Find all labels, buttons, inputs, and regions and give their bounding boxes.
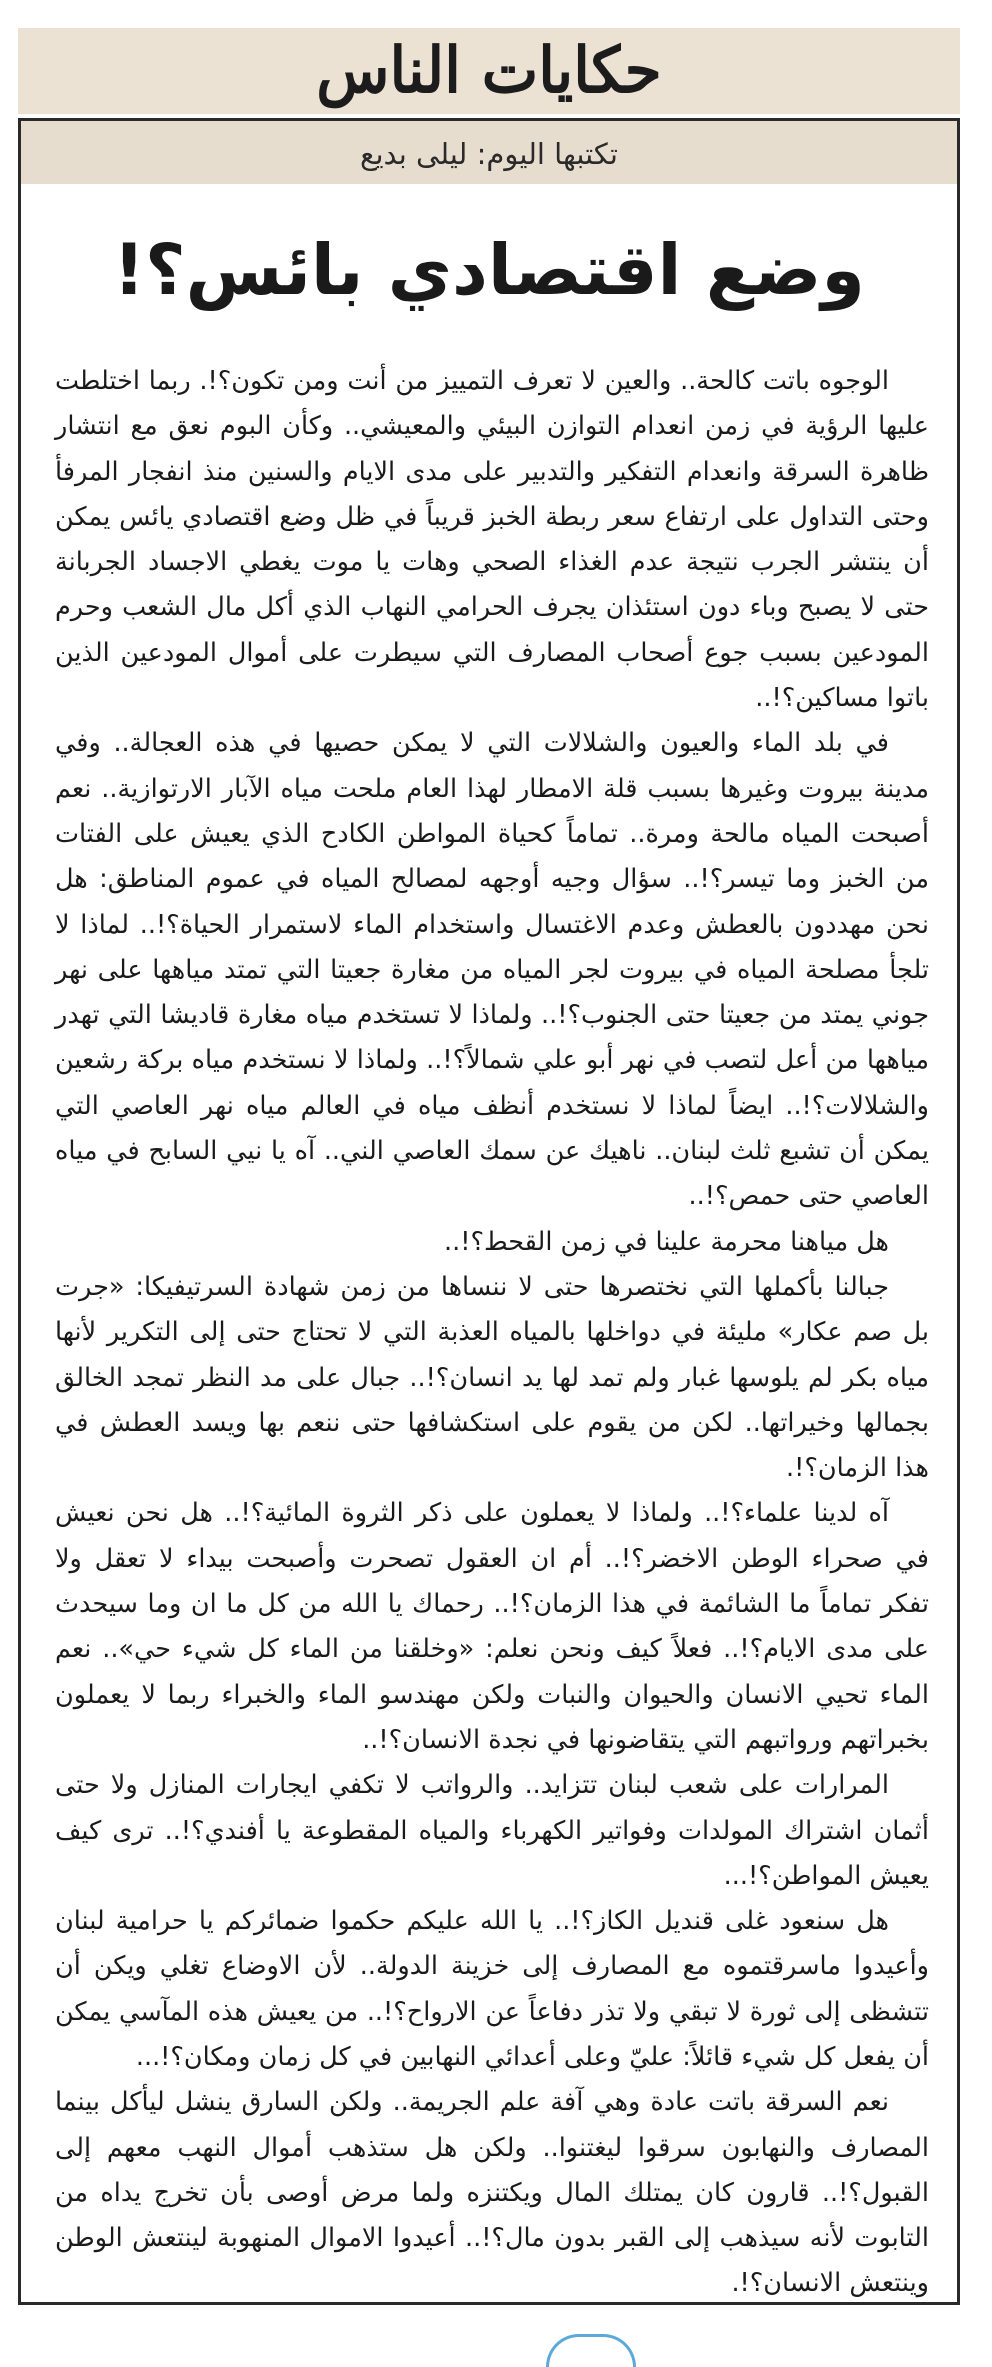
article-paragraph: آه لدينا علماء؟!.. ولماذا لا يعملون على ذكر الثروة المائية؟!.. هل نحن نعيش في صحراء الوطن الاخضر؟!.. أم ان العقول تصحرت وأصبحت بيداء لا تعقل ولا تفكر تماماً ما الشائمة في هذا الزمان؟!.. رحماك يا الله من كل ما ان وما سيحدث على مدى الايام؟!.. فعلاً كيف ونحن نعلم: «وخلقنا من الماء كل شيء حي».. نعم الماء تحيي الانسان والحيوان والنبات ولكن مهندسو الماء والخبراء ربما لا يعملون بخبراتهم ورواتبهم التي يتقاضونها في نجدة الانسان؟!.. — [55, 1498, 929, 1755]
article-paragraph: نعم السرقة باتت عادة وهي آفة علم الجريمة.. ولكن السارق ينشل ليأكل بينما المصارف والنهابون سرقوا ليغتنوا.. ولكن هل ستذهب أموال النهب معهم إلى القبول؟!.. قارون كان يمتلك المال ويكتنزه ولما مرض أوصى بأن تخرج يداه من التابوت لأنه سيذهب إلى القبر بدون مال؟!.. أعيدوا الاموال المنهوبة لينتعش الوطن وينتعش الانسان؟!. — [55, 2087, 929, 2299]
article-paragraph: المرارات على شعب لبنان تتزايد.. والرواتب لا تكفي ايجارات المنازل ولا حتى أثمان اشتراك المولدات وفواتير الكهرباء والمياه المقطوعة يا أفندي؟!.. ترى كيف يعيش المواطن؟!... — [55, 1770, 929, 1891]
article-body — [55, 359, 929, 2307]
article-paragraph: هل سنعود غلى قنديل الكاز؟!.. يا الله عليكم حكموا ضمائركم يا حرامية لبنان وأعيدوا ماسرقتموه مع المصارف إلى خزينة الدولة.. لأن الاوضاع تغلي ويكن أن تتشظى إلى ثورة لا تبقي ولا تذر دفاعاً عن الارواح؟!.. من يعيش هذه المآسي يمكن أن يفعل كل شيء قائلاً: عليّ وعلى أعدائي النهابين في كل زمان ومكان؟!... — [55, 1906, 929, 2072]
byline-bar — [18, 118, 960, 190]
article-paragraph: جبالنا بأكملها التي نختصرها حتى لا ننساها من زمن شهادة السرتيفيكا: «جرت بل صم عكار» مليئة في دواخلها بالمياه العذبة التي لا تحتاج حتى إلى التكرير لأنها مياه بكر لم يلوسها غبار ولم تمد لها يد انسان؟!.. جبال على مد النظر تمجد الخالق بجمالها وخيراتها.. لكن من يقوم على استكشافها حتى ننعم بها ويسد العطش في هذا الزمان؟!. — [55, 1271, 929, 1484]
article-paragraph: في بلد الماء والعيون والشلالات التي لا يمكن حصيها في هذه العجالة.. وفي مدينة بيروت وغيرها بسبب قلة الامطار لهذا العام ملحت مياه الآبار الارتوازية.. نعم أصبحت المياه مالحة ومرة.. تماماً كحياة المواطن الكادح الذي يعيش على الفتات من الخبز وما تيسر؟!.. سؤال وجيه أوجهه لمصالح المياه في عموم المناطق: هل نحن مهددون بالعطش وعدم الاغتسال واستخدام الماء لاستمرار الحياة؟!.. لماذا لا تلجأ مصلحة المياه في بيروت لجر المياه من مغارة جعيتا التي تمتد مياهها على نهر جوني يمتد من جعيتا حتى الجنوب؟!.. ولماذا لا تستخدم مياه مغارة قاديشا التي تهدر مياهها من أعل لتصب في نهر أبو علي شمالاً؟!.. ولماذا لا نستخدم مياه بركة رشعين والشلالات؟!.. ايضاً لماذا لا نستخدم أنظف مياه في العالم مياه نهر العاصي التي يمكن أن تشبع ثلث لبنان.. ناهيك عن سمك العاصي الني.. آه يا نيي السابح في مياه العاصي حتى حمص؟!.. — [55, 728, 929, 1212]
column-masthead — [18, 28, 960, 114]
byline: تكتبها اليوم: ليلى بديع — [360, 137, 618, 171]
article-paragraph: هل مياهنا محرمة علينا في زمن القحط؟!.. — [444, 1226, 889, 1257]
column-title: حكايات الناس — [316, 34, 662, 108]
article-frame — [18, 184, 960, 2305]
article-paragraph: الوجوه باتت كالحة.. والعين لا تعرف التمييز من أنت ومن تكون؟!. ربما اختلطت عليها الرؤية في زمن انعدام التوازن البيئي والمعيشي.. وكأن البوم نعق مع انتشار ظاهرة السرقة وانعدام التفكير والتدبير على مدى الايام والسنين منذ انفجار المرفأ وحتى التداول على ارتفاع سعر ربطة الخبز قريباً في ظل وضع اقتصادي يائس يمكن أن ينتشر الجرب نتيجة عدم الغذاء الصحي وهات يا موت يغطي الاجساد الجربانة حتى لا يصبح وباء دون استئذان يجرف الحرامي النهاب الذي أكل مال الشعب وحرم المودعين بسبب جوع أصحاب المصارف التي سيطرت على أموال المودعين الذين باتوا مساكين؟!.. — [55, 366, 929, 714]
logo-arc-ornament — [546, 2334, 636, 2367]
article-headline: وضع اقتصادي بائس؟! — [113, 229, 865, 311]
